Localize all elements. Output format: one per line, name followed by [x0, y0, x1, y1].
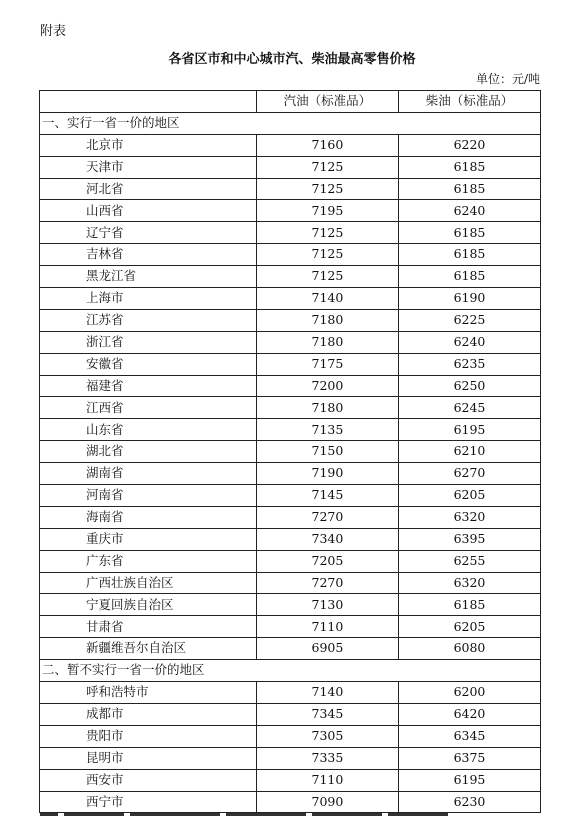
region-name-cell: 海南省 — [40, 506, 257, 528]
diesel-price-cell: 6420 — [398, 703, 540, 725]
gasoline-price-cell: 7270 — [256, 506, 398, 528]
region-name-cell: 上海市 — [40, 288, 257, 310]
table-row — [40, 134, 541, 156]
region-name-cell: 成都市 — [40, 703, 257, 725]
diesel-price-cell: 6205 — [398, 616, 540, 638]
table-row — [40, 441, 541, 463]
table-row — [40, 178, 541, 200]
table-row — [40, 638, 541, 660]
region-name-cell: 河北省 — [40, 178, 257, 200]
gasoline-price-cell: 7110 — [256, 769, 398, 791]
price-table-body — [40, 91, 541, 813]
diesel-price-cell: 6185 — [398, 178, 540, 200]
region-name-cell: 福建省 — [40, 375, 257, 397]
diesel-price-cell: 6190 — [398, 288, 540, 310]
diesel-price-cell: 6230 — [398, 791, 540, 813]
gasoline-price-cell: 7090 — [256, 791, 398, 813]
gasoline-price-cell: 7190 — [256, 463, 398, 485]
table-row — [40, 419, 541, 441]
diesel-price-cell: 6250 — [398, 375, 540, 397]
diesel-price-cell: 6375 — [398, 747, 540, 769]
region-name-cell: 广东省 — [40, 550, 257, 572]
region-name-cell: 贵阳市 — [40, 725, 257, 747]
gasoline-price-cell: 7175 — [256, 353, 398, 375]
region-name-cell: 湖北省 — [40, 441, 257, 463]
diesel-price-cell: 6270 — [398, 463, 540, 485]
gasoline-price-cell: 7180 — [256, 331, 398, 353]
gasoline-price-cell: 7180 — [256, 309, 398, 331]
gasoline-price-cell: 7110 — [256, 616, 398, 638]
section-heading-row — [40, 660, 541, 682]
diesel-price-cell: 6245 — [398, 397, 540, 419]
region-name-cell: 黑龙江省 — [40, 266, 257, 288]
diesel-price-cell: 6185 — [398, 156, 540, 178]
region-name-cell: 广西壮族自治区 — [40, 572, 257, 594]
gasoline-price-cell: 7130 — [256, 594, 398, 616]
gasoline-price-cell: 7145 — [256, 485, 398, 507]
price-table — [39, 90, 541, 813]
cut-off-footnote-line — [40, 813, 460, 819]
diesel-header-cell: 柴油（标准品） — [398, 91, 540, 113]
table-row — [40, 747, 541, 769]
region-name-cell: 新疆维吾尔自治区 — [40, 638, 257, 660]
gasoline-price-cell: 7195 — [256, 200, 398, 222]
gasoline-price-cell: 7140 — [256, 288, 398, 310]
table-row — [40, 725, 541, 747]
region-name-cell: 宁夏回族自治区 — [40, 594, 257, 616]
diesel-price-cell: 6220 — [398, 134, 540, 156]
region-name-cell: 河南省 — [40, 485, 257, 507]
region-name-cell: 西宁市 — [40, 791, 257, 813]
region-name-cell: 重庆市 — [40, 528, 257, 550]
table-row — [40, 463, 541, 485]
gasoline-price-cell: 7340 — [256, 528, 398, 550]
table-row — [40, 791, 541, 813]
region-name-cell: 西安市 — [40, 769, 257, 791]
table-row — [40, 506, 541, 528]
table-row — [40, 528, 541, 550]
diesel-price-cell: 6205 — [398, 485, 540, 507]
region-name-cell: 浙江省 — [40, 331, 257, 353]
table-row — [40, 288, 541, 310]
diesel-price-cell: 6320 — [398, 572, 540, 594]
table-row — [40, 616, 541, 638]
table-row — [40, 769, 541, 791]
diesel-price-cell: 6235 — [398, 353, 540, 375]
unit-label: 单位：元/吨 — [475, 72, 540, 86]
diesel-price-cell: 6195 — [398, 769, 540, 791]
gasoline-header-cell: 汽油（标准品） — [256, 91, 398, 113]
table-row — [40, 266, 541, 288]
table-row — [40, 244, 541, 266]
section-heading-row — [40, 112, 541, 134]
header-row — [40, 91, 541, 113]
table-row — [40, 331, 541, 353]
table-row — [40, 309, 541, 331]
diesel-price-cell: 6195 — [398, 419, 540, 441]
gasoline-price-cell: 7160 — [256, 134, 398, 156]
region-name-cell: 天津市 — [40, 156, 257, 178]
table-row — [40, 485, 541, 507]
region-name-cell: 安徽省 — [40, 353, 257, 375]
table-row — [40, 353, 541, 375]
gasoline-price-cell: 7125 — [256, 266, 398, 288]
gasoline-price-cell: 7140 — [256, 682, 398, 704]
gasoline-price-cell: 7125 — [256, 156, 398, 178]
table-row — [40, 222, 541, 244]
gasoline-price-cell: 7345 — [256, 703, 398, 725]
diesel-price-cell: 6395 — [398, 528, 540, 550]
region-name-cell: 吉林省 — [40, 244, 257, 266]
region-name-cell: 山西省 — [40, 200, 257, 222]
diesel-price-cell: 6255 — [398, 550, 540, 572]
region-name-cell: 江苏省 — [40, 309, 257, 331]
table-row — [40, 572, 541, 594]
gasoline-price-cell: 6905 — [256, 638, 398, 660]
gasoline-price-cell: 7150 — [256, 441, 398, 463]
region-name-cell: 呼和浩特市 — [40, 682, 257, 704]
gasoline-price-cell: 7135 — [256, 419, 398, 441]
gasoline-price-cell: 7200 — [256, 375, 398, 397]
gasoline-price-cell: 7125 — [256, 244, 398, 266]
region-name-cell: 江西省 — [40, 397, 257, 419]
diesel-price-cell: 6185 — [398, 244, 540, 266]
page-title: 各省区市和中心城市汽、柴油最高零售价格 — [168, 52, 416, 67]
gasoline-price-cell: 7335 — [256, 747, 398, 769]
table-row — [40, 594, 541, 616]
gasoline-price-cell: 7125 — [256, 222, 398, 244]
diesel-price-cell: 6345 — [398, 725, 540, 747]
section-heading: 二、暂不实行一省一价的地区 — [40, 660, 541, 682]
section-heading: 一、实行一省一价的地区 — [40, 112, 541, 134]
diesel-price-cell: 6185 — [398, 266, 540, 288]
region-name-cell: 昆明市 — [40, 747, 257, 769]
diesel-price-cell: 6240 — [398, 200, 540, 222]
diesel-price-cell: 6200 — [398, 682, 540, 704]
region-name-cell: 山东省 — [40, 419, 257, 441]
table-row — [40, 156, 541, 178]
diesel-price-cell: 6185 — [398, 222, 540, 244]
region-name-cell: 甘肃省 — [40, 616, 257, 638]
diesel-price-cell: 6320 — [398, 506, 540, 528]
gasoline-price-cell: 7305 — [256, 725, 398, 747]
table-row — [40, 703, 541, 725]
gasoline-price-cell: 7180 — [256, 397, 398, 419]
gasoline-price-cell: 7270 — [256, 572, 398, 594]
region-name-cell: 辽宁省 — [40, 222, 257, 244]
table-row — [40, 375, 541, 397]
region-name-cell: 湖南省 — [40, 463, 257, 485]
region-header-cell — [40, 91, 257, 113]
gasoline-price-cell: 7125 — [256, 178, 398, 200]
diesel-price-cell: 6225 — [398, 309, 540, 331]
table-row — [40, 682, 541, 704]
attachment-label: 附表 — [40, 24, 67, 39]
table-row — [40, 200, 541, 222]
gasoline-price-cell: 7205 — [256, 550, 398, 572]
diesel-price-cell: 6210 — [398, 441, 540, 463]
diesel-price-cell: 6240 — [398, 331, 540, 353]
table-row — [40, 397, 541, 419]
diesel-price-cell: 6080 — [398, 638, 540, 660]
diesel-price-cell: 6185 — [398, 594, 540, 616]
table-row — [40, 550, 541, 572]
region-name-cell: 北京市 — [40, 134, 257, 156]
